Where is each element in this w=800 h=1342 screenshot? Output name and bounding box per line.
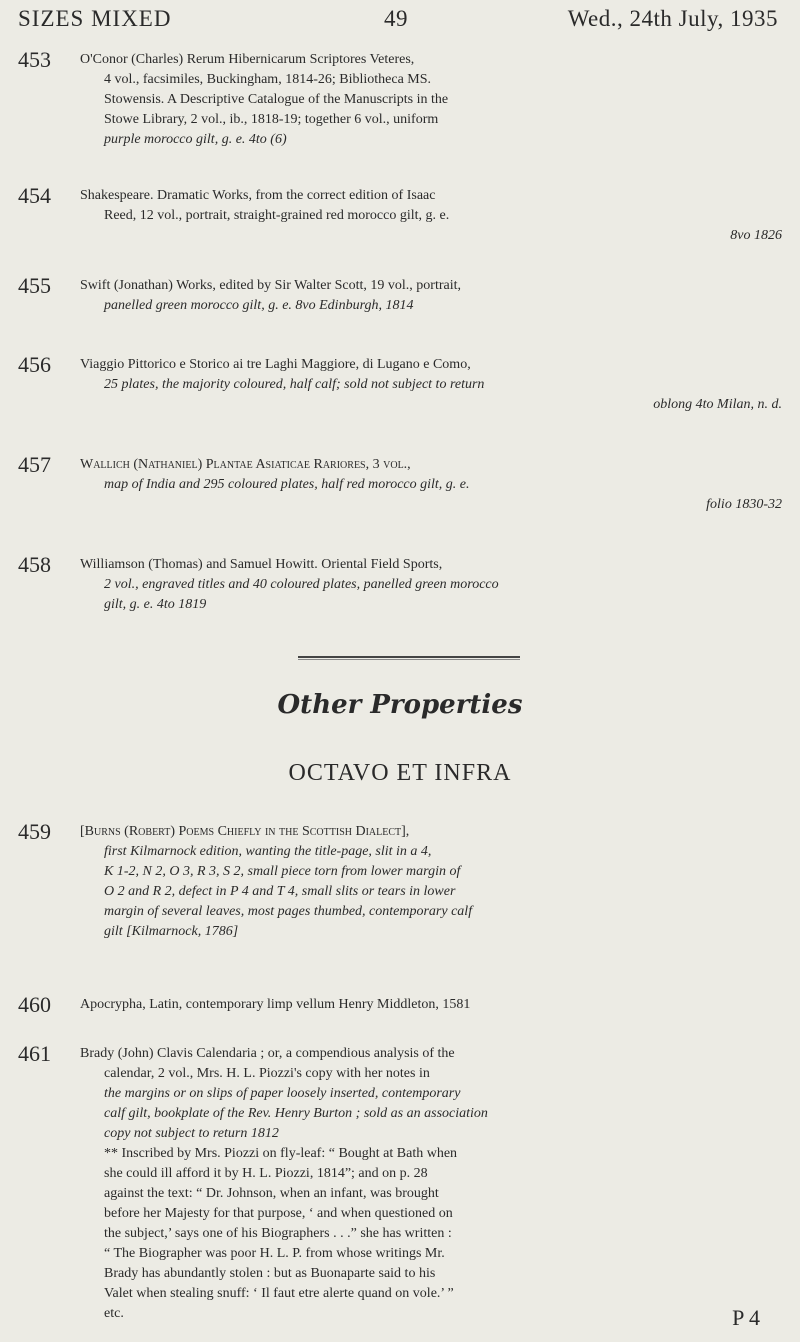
lot-460 bbox=[18, 992, 788, 1017]
lot-note-line: Brady has abundantly stolen : but as Buonaparte said to his bbox=[104, 1266, 436, 1281]
lot-line: folio 1830-32 bbox=[706, 497, 782, 512]
lot-line: gilt, g. e. 4to 1819 bbox=[104, 597, 207, 612]
lot-455 bbox=[18, 273, 788, 316]
lot-note-line: ** Inscribed by Mrs. Piozzi on fly-leaf: “ Bought at Bath when bbox=[104, 1146, 458, 1161]
lot-line: 25 plates, the majority coloured, half calf; sold not subject to return bbox=[104, 377, 485, 392]
lot-note-line: she could ill afford it by H. L. Piozzi, 1814”; and on p. 28 bbox=[104, 1166, 428, 1181]
lot-454 bbox=[18, 183, 788, 246]
lot-line: Shakespeare. Dramatic Works, from the correct edition of Isaac bbox=[80, 188, 436, 203]
lot-number: 454 bbox=[18, 183, 51, 208]
lot-457 bbox=[18, 452, 788, 515]
section-title: Other Properties bbox=[277, 690, 523, 720]
running-head bbox=[0, 6, 800, 40]
lot-line: Brady (John) Clavis Calendaria ; or, a compendious analysis of the bbox=[80, 1046, 455, 1061]
lot-line: Swift (Jonathan) Works, edited by Sir Walter Scott, 19 vol., portrait, bbox=[80, 278, 462, 293]
lot-number: 455 bbox=[18, 273, 51, 298]
lot-note-line: against the text: “ Dr. Johnson, when an infant, was brought bbox=[104, 1186, 439, 1201]
lot-line: panelled green morocco gilt, g. e. 8vo Edinburgh, 1814 bbox=[104, 298, 414, 313]
section-divider bbox=[298, 656, 520, 660]
lot-line: oblong 4to Milan, n. d. bbox=[653, 397, 782, 412]
lot-line: 4 vol., facsimiles, Buckingham, 1814-26; Bibliotheca MS. bbox=[104, 72, 432, 87]
lot-note-line: etc. bbox=[104, 1306, 124, 1321]
lot-line: calendar, 2 vol., Mrs. H. L. Piozzi's copy with her notes in bbox=[104, 1066, 430, 1081]
lot-453 bbox=[18, 47, 788, 150]
page-number: 49 bbox=[384, 6, 408, 31]
lot-line: O 2 and R 2, defect in P 4 and T 4, small slits or tears in lower bbox=[104, 884, 456, 899]
lot-line: Stowensis. A Descriptive Catalogue of the Manuscripts in the bbox=[104, 92, 449, 107]
lot-line: the margins or on slips of paper loosely inserted, contemporary bbox=[104, 1086, 461, 1101]
lot-number: 458 bbox=[18, 552, 51, 577]
lot-458 bbox=[18, 552, 788, 615]
running-head-section: SIZES MIXED bbox=[18, 6, 172, 31]
sale-date: Wed., 24th July, 1935 bbox=[567, 6, 778, 31]
lot-461 bbox=[18, 1041, 788, 1324]
lot-456 bbox=[18, 352, 788, 415]
lot-line: Williamson (Thomas) and Samuel Howitt. Oriental Field Sports, bbox=[80, 557, 443, 572]
lot-line: Reed, 12 vol., portrait, straight-grained red morocco gilt, g. e. bbox=[104, 208, 450, 223]
lot-line: margin of several leaves, most pages thumbed, contemporary calf bbox=[104, 904, 473, 919]
lot-number: 456 bbox=[18, 352, 51, 377]
lot-line: Viaggio Pittorico e Storico ai tre Laghi Maggiore, di Lugano e Como, bbox=[80, 357, 471, 372]
lot-note-line: Valet when stealing snuff: ‘ Il faut etre alerte quand on vole.’ ” bbox=[104, 1286, 454, 1301]
lot-line: Apocrypha, Latin, contemporary limp vellum Henry Middleton, 1581 bbox=[80, 997, 471, 1012]
lot-line: 2 vol., engraved titles and 40 coloured plates, panelled green morocco bbox=[104, 577, 499, 592]
lot-number: 461 bbox=[18, 1041, 51, 1066]
lot-note-line: the subject,’ says one of his Biographers . . .” she has written : bbox=[104, 1226, 452, 1241]
lot-line: K 1-2, N 2, O 3, R 3, S 2, small piece torn from lower margin of bbox=[104, 864, 461, 879]
lot-line: 8vo 1826 bbox=[730, 228, 782, 243]
lot-number: 457 bbox=[18, 452, 51, 477]
lot-line: [Burns (Robert) Poems Chiefly in the Scottish Dialect], bbox=[80, 824, 410, 839]
lot-line: purple morocco gilt, g. e. 4to (6) bbox=[104, 132, 287, 147]
lot-number: 460 bbox=[18, 992, 51, 1017]
lot-line: O'Conor (Charles) Rerum Hibernicarum Scriptores Veteres, bbox=[80, 52, 415, 67]
section-subtitle: OCTAVO ET INFRA bbox=[288, 760, 512, 786]
lot-line: Wallich (Nathaniel) Plantae Asiaticae Rariores, 3 vol., bbox=[80, 457, 411, 472]
lot-note-line: before her Majesty for that purpose, ‘ and when questioned on bbox=[104, 1206, 453, 1221]
lot-line: copy not subject to return 1812 bbox=[104, 1126, 279, 1141]
lot-note-line: “ The Biographer was poor H. L. P. from whose writings Mr. bbox=[104, 1246, 445, 1261]
lot-459 bbox=[18, 819, 788, 942]
signature-mark: P 4 bbox=[732, 1305, 760, 1330]
lot-line: gilt [Kilmarnock, 1786] bbox=[104, 924, 239, 939]
lot-number: 453 bbox=[18, 47, 51, 72]
lot-line: Stowe Library, 2 vol., ib., 1818-19; together 6 vol., uniform bbox=[104, 112, 439, 127]
lot-line: map of India and 295 coloured plates, half red morocco gilt, g. e. bbox=[104, 477, 470, 492]
lot-number: 459 bbox=[18, 819, 51, 844]
lot-line: calf gilt, bookplate of the Rev. Henry Burton ; sold as an association bbox=[104, 1106, 488, 1121]
lot-line: first Kilmarnock edition, wanting the title-page, slit in a 4, bbox=[104, 844, 432, 859]
